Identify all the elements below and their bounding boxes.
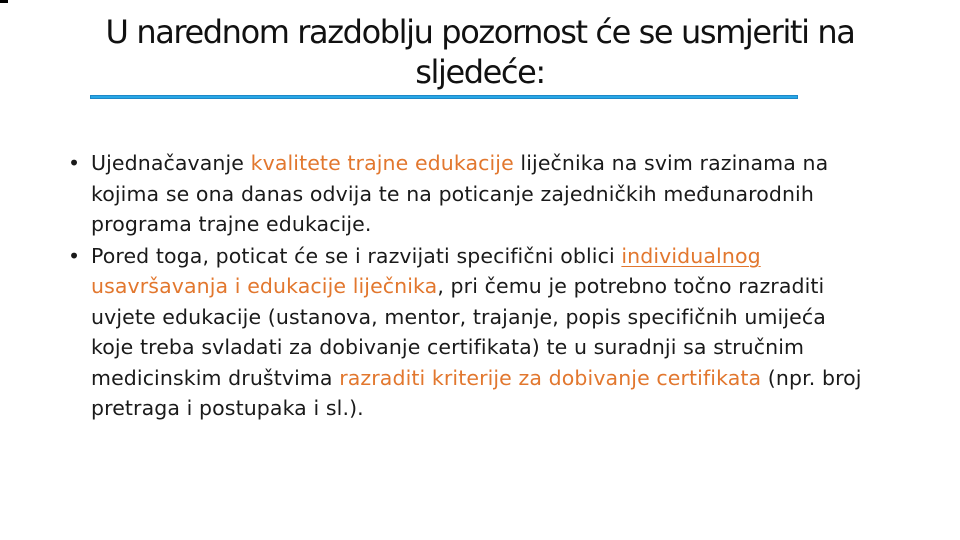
bullet-list: [68, 148, 868, 425]
bullet-2-highlight-c: razraditi kriterije za dobivanje certifikata: [339, 365, 762, 390]
bullet-2-text-c: (npr. broj pretraga i postupaka i sl.).: [91, 365, 862, 420]
bullet-marker: •: [68, 243, 81, 268]
slide-title: U narednom razdoblju pozornost će se usmjeriti na sljedeće:: [105, 13, 855, 91]
bullet-marker: •: [68, 151, 81, 175]
bullet-1-text-b: liječnika na svim razinama na kojima se ona danas odvija te na poticanje zajedničkih međunarodnih programa trajne edukacije.: [91, 151, 829, 236]
bullet-2-text-a: Pored toga, poticat će se i razvijati specifični oblici: [91, 243, 622, 268]
corner-mark: [0, 0, 8, 3]
bullet-item-2: [68, 241, 868, 424]
bullet-2-highlight-b: usavršavanja i edukacije liječnika: [91, 274, 438, 298]
title-underline-rule: [90, 95, 798, 99]
bullet-2-text-b: , pri čemu je potrebno točno razraditi uvjete edukacije (ustanova, mentor, trajanje, popis specifičnih umijeća koje treba svladati za dobivanje certifikata) te u suradnji sa stručnim medicinskim društvima: [91, 274, 826, 390]
bullet-item-1: [68, 148, 868, 240]
bullet-2-highlight-link[interactable]: individualnog: [621, 243, 761, 268]
bullet-1-text-a: Ujednačavanje: [91, 151, 251, 175]
bullet-1-highlight: kvalitete trajne edukacije: [250, 151, 514, 175]
